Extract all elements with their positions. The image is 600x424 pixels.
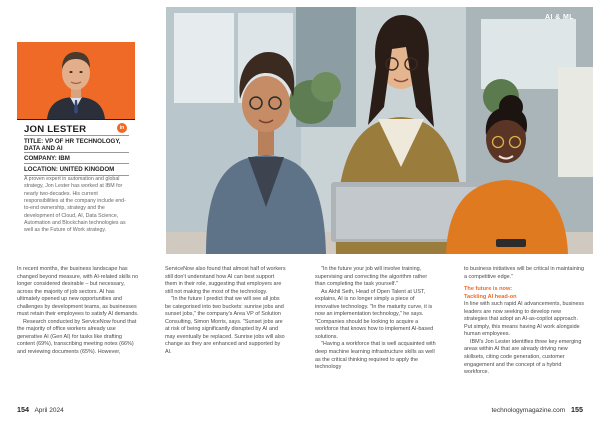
profile-title-row [24,135,129,153]
office-photo [166,7,593,254]
page-number-right: 155 [571,405,583,414]
subheading [464,286,586,301]
paragraph: In line with such rapid AI advancements, business leaders are now seeking to develop new strategies that adopt an AI-as-copilot approach. Put simply, this means having AI work alongside human employees. [464,301,584,338]
paragraph: "In the future I predict that we will see all jobs be categorised into two buckets: sunrise jobs and sunset jobs," the company's Area VP of Solution Consulting, Simon Morris, says. "Sunset jobs are at risk of being significantly disrupted by AI and may eventually be replaced. Sunrise jobs will also change as they are enhanced and supported by AI. [165,296,285,356]
profile-portrait [17,42,135,119]
paragraph: As Akhil Seth, Head of Open Talent at UST, explains, AI is no longer simply a piece of innovative technology. "In the maturity curve, it is now an implementation technology," he says. "Companies should be looking to acquire a workforce that knows how to implement AI-based solutions. [315,288,434,340]
paragraph: "Having a workforce that is well acquainted with deep machine learning infrastructure skills as well as the critical thinking required to apply the technology [315,341,436,371]
paragraph: Research conducted by ServiceNow found that the majority of office workers already use generative AI (Gen AI) for tasks like drafting content (69%), transcribing meeting notes (66%) and reviewing documents (65%). However, [17,318,137,356]
page-number-left: 154 [17,405,29,414]
card-divider [17,119,135,120]
site-url[interactable]: technologymagazine.com [491,407,566,414]
article-column-2 [165,266,287,357]
paragraph: to business initiatives will be critical in maintaining a competitive edge." [464,266,584,280]
profile-company-row [24,152,129,162]
profile-name: JON LESTER [24,124,87,135]
section-tag: AI & ML [545,14,574,21]
company-label: COMPANY: [24,155,57,162]
article-column-3 [315,266,437,372]
paragraph: "In the future your job will involve training, supervising and correcting the algorithm rather than completing the task yourself." [315,266,428,288]
article-column-1 [17,266,139,357]
title-value: VP OF HR TECHNOLOGY, DATA AND AI [24,138,121,153]
footer-left [17,405,64,414]
paragraph: IBM's Jon Lester identifies three key emerging areas within AI that are already driving new skillsets, citing code generation, customer engagement and the concept of a hybrid workforce. [464,338,582,376]
title-label: TITLE: [24,138,44,145]
paragraph: ServiceNow also found that almost half of workers still don't understand how AI can best support them in their role, suggesting that employers are still not making the most of the technology. [165,266,286,295]
paragraph: In recent months, the business landscape has changed beyond measure, with AI-related skills no longer considered desirable – but necessary, across the majority of job sectors. AI has ultimately opened up new opportunities and challenges by development teams, as businesses must retain their employees to satisfy AI demands. [17,266,139,318]
linkedin-icon[interactable]: in [117,123,127,133]
location-value: UNITED KINGDOM [59,166,115,173]
article-column-4 [464,266,586,377]
subheading-line-2: Tackling AI head-on [464,293,517,300]
profile-bio: A proven expert in automation and global strategy, Jon Lester has worked at IBM for nearly two-decades. His current responsibilities at the company include end-to-end ownership, strategy and the development of Cloud, AI, Data Science, Automation and Blockchain technologies as well as the Future of Work strategy. [24,176,126,234]
location-label: LOCATION: [24,166,58,173]
subheading-line-1: The future is now: [464,286,513,293]
footer-right [491,405,583,414]
company-value: IBM [58,155,70,162]
issue-date: April 2024 [34,407,64,414]
profile-location-row [24,163,129,176]
